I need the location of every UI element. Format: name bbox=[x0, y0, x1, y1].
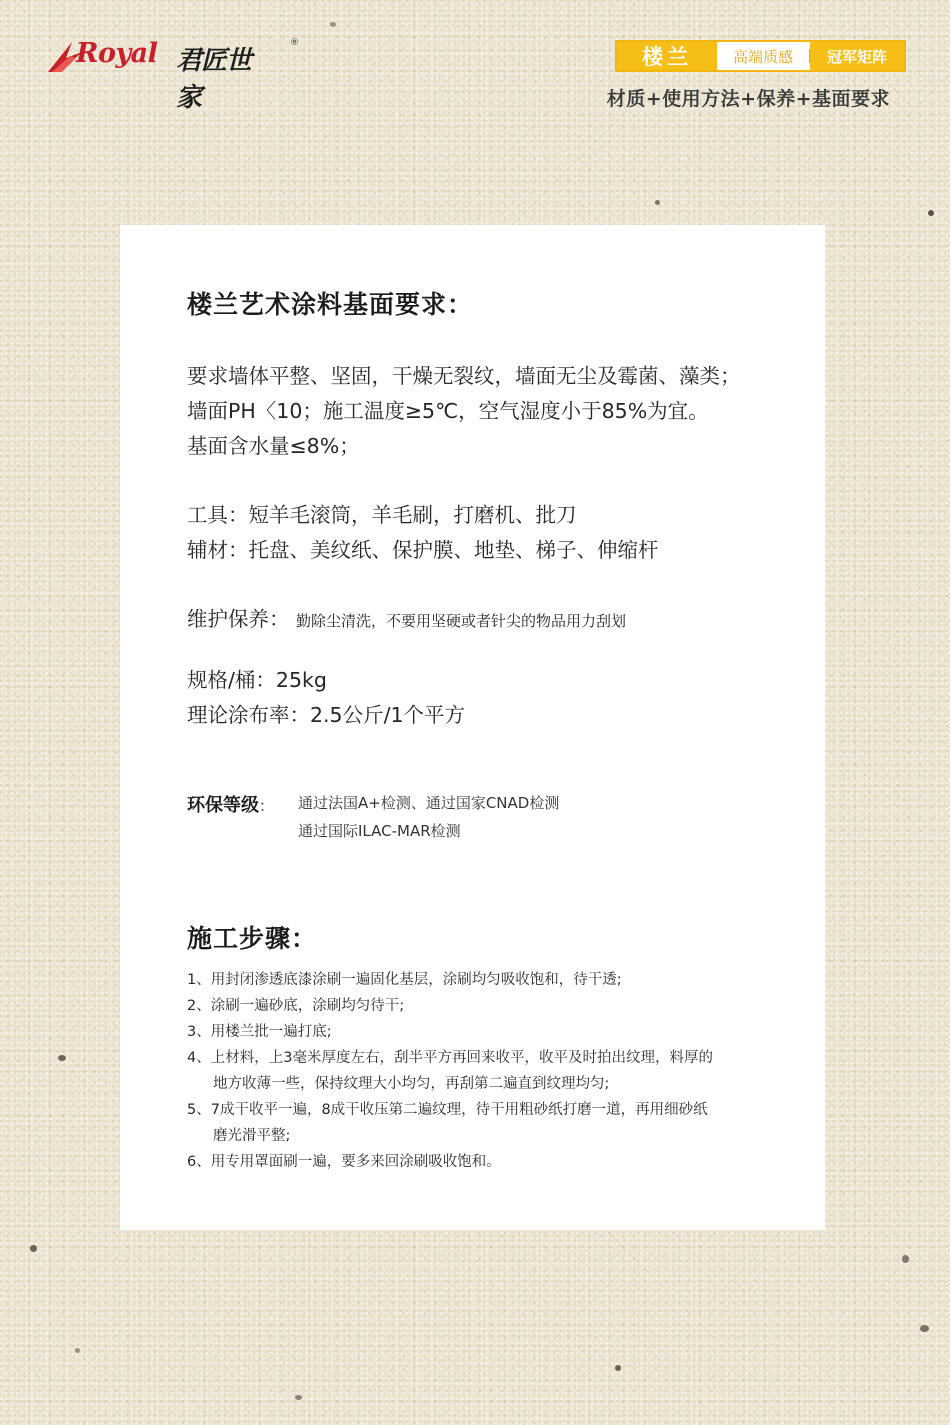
background-speck bbox=[928, 210, 934, 216]
tools-line: 工具：短羊毛滚筒，羊毛刷，打磨机、批刀 bbox=[187, 503, 577, 527]
background-speck bbox=[75, 1348, 80, 1353]
tag-quality: 高端质感 bbox=[717, 42, 809, 70]
registered-mark: ® bbox=[290, 38, 299, 48]
content-card bbox=[120, 225, 825, 1230]
brand-name-cn: 君匠世家 bbox=[176, 46, 252, 113]
step-item-4 bbox=[187, 1045, 787, 1097]
background-speck bbox=[615, 1365, 621, 1371]
coverage-line: 理论涂布率：2.5公斤/1个平方 bbox=[187, 703, 466, 727]
requirement-line-1: 要求墙体平整、坚固，干燥无裂纹，墙面无尘及霉菌、藻类； bbox=[187, 364, 741, 388]
spec-line: 规格/桶：25kg bbox=[187, 668, 327, 692]
page-subtitle: 材质+使用方法+保养+基面要求 bbox=[606, 88, 890, 110]
maintenance-text: 勤除尘清洗，不要用坚硬或者针尖的物品用力刮划 bbox=[296, 612, 627, 630]
section-title-base-requirements: 楼兰艺术涂料基面要求： bbox=[187, 290, 474, 319]
maintenance-line bbox=[187, 602, 626, 632]
env-label: 环保等级 bbox=[187, 795, 259, 816]
tag-product-name: 楼兰 bbox=[617, 42, 717, 70]
background-speck bbox=[330, 22, 336, 27]
materials-line: 辅材：托盘、美纹纸、保护膜、地垫、梯子、伸缩杆 bbox=[187, 538, 659, 562]
env-label-line bbox=[187, 791, 274, 817]
step-item-1: 1、用封闭渗透底漆涂刷一遍固化基层，涂刷均匀吸收饱和，待干透; bbox=[187, 972, 622, 988]
step-4-line-2: 地方收薄一些，保持纹理大小均匀，再刮第二遍直到纹理均匀; bbox=[213, 1076, 610, 1092]
brand-logo bbox=[46, 34, 299, 113]
requirement-line-2: 墙面PH〈10；施工温度≥5℃，空气湿度小于85%为宜。 bbox=[187, 399, 709, 423]
step-item-3: 3、用楼兰批一遍打底; bbox=[187, 1024, 332, 1040]
steps-list bbox=[187, 967, 787, 1175]
maintenance-label: 维护保养： bbox=[187, 607, 290, 631]
background-speck bbox=[30, 1245, 37, 1252]
step-item-2: 2、涂刷一遍砂底，涂刷均匀待干; bbox=[187, 998, 405, 1014]
env-colon: ： bbox=[259, 797, 275, 815]
step-5-line-1: 5、7成干收平一遍，8成干收压第二遍纹理，待干用粗砂纸打磨一道，再用细砂纸 bbox=[187, 1102, 708, 1118]
background-speck bbox=[295, 1395, 302, 1400]
product-tag bbox=[615, 40, 906, 72]
section-title-steps: 施工步骤： bbox=[187, 924, 318, 953]
tag-champion: 冠军矩阵 bbox=[810, 42, 904, 70]
step-5-line-2: 磨光滑平整; bbox=[213, 1128, 291, 1144]
env-cert-line-2: 通过国际ILAC-MAR检测 bbox=[298, 822, 461, 840]
background-speck bbox=[920, 1325, 929, 1332]
brand-name-en: Royal bbox=[76, 38, 158, 69]
step-4-line-1: 4、上材料，上3毫米厚度左右，刮半平方再回来收平，收平及时拍出纹理，料厚的 bbox=[187, 1050, 713, 1066]
background-speck bbox=[902, 1255, 909, 1263]
background-speck bbox=[58, 1055, 66, 1061]
step-item-6: 6、用专用罩面刷一遍，要多来回涂刷吸收饱和。 bbox=[187, 1154, 501, 1170]
requirement-line-3: 基面含水量≤8%； bbox=[187, 434, 360, 458]
background-speck bbox=[655, 200, 660, 205]
step-item-5 bbox=[187, 1097, 787, 1149]
env-cert-line-1: 通过法国A+检测、通过国家CNAD检测 bbox=[298, 794, 560, 812]
